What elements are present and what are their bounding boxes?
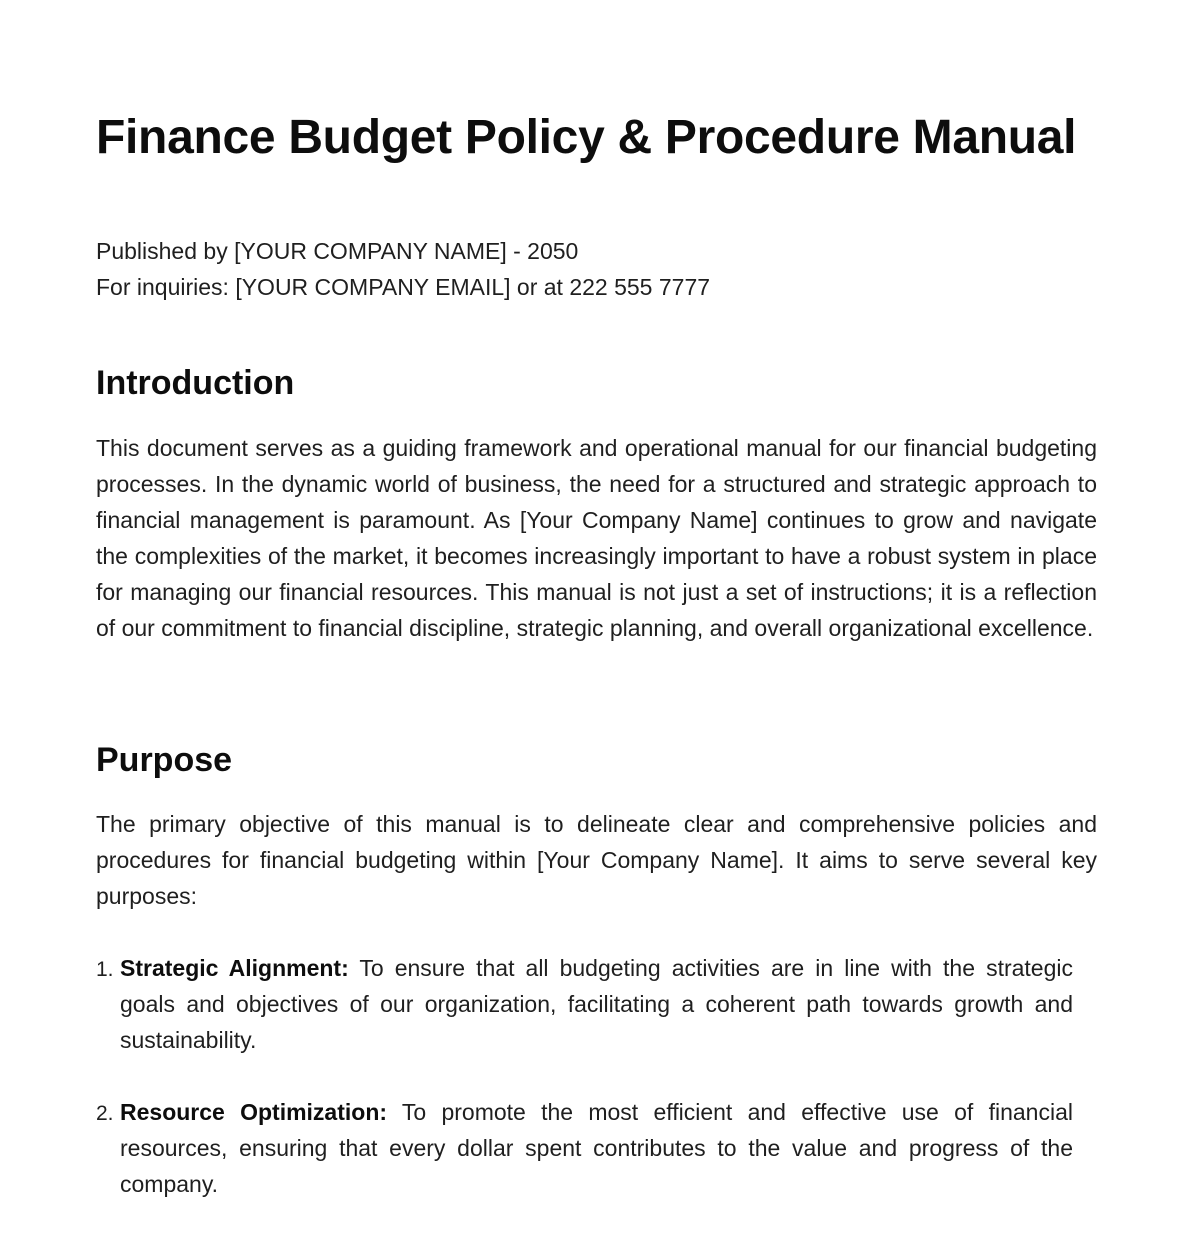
list-item-term: Strategic Alignment: (120, 955, 349, 981)
list-item-number: 2. (96, 1102, 114, 1125)
introduction-paragraph: This document serves as a guiding framework and operational manual for our financial budgeting processes. In the dynamic world of business, the need for a structured and strategic approach to financial management is paramount. As [Your Company Name] continues to grow and navigate the complexities of the market, it becomes increasingly important to have a robust system in place for managing our financial resources. This manual is not just a set of instructions; it is a reflection of our commitment to financial discipline, strategic planning, and overall organizational excellence. (96, 435, 1097, 641)
purpose-heading: Purpose (96, 741, 233, 779)
list-item-term: Resource Optimization: (120, 1099, 388, 1125)
purpose-paragraph: The primary objective of this manual is to delineate clear and comprehensive policies and procedures for financial budgeting within [Your Company Name]. It aims to serve several key purposes: (96, 811, 1097, 909)
introduction-heading: Introduction (96, 364, 295, 402)
list-item-number: 1. (96, 958, 114, 981)
list-item-text: To promote the most efficient and effective use of financial resources, ensuring that every dollar spent contributes to the value and progress of the company. (120, 1099, 1073, 1197)
list-item-text: To ensure that all budgeting activities are in line with the strategic goals and objectives of our organization, facilitating a coherent path towards growth and sustainability. (120, 955, 1073, 1053)
document-title: Finance Budget Policy & Procedure Manual (96, 111, 1077, 164)
published-by-line: Published by [YOUR COMPANY NAME] - 2050 (96, 238, 579, 264)
list-item (96, 950, 1073, 1058)
list-item (96, 1094, 1073, 1202)
inquiries-line: For inquiries: [YOUR COMPANY EMAIL] or at 222 555 7777 (96, 274, 711, 300)
purpose-list (96, 950, 1073, 1238)
publication-info (96, 233, 710, 305)
